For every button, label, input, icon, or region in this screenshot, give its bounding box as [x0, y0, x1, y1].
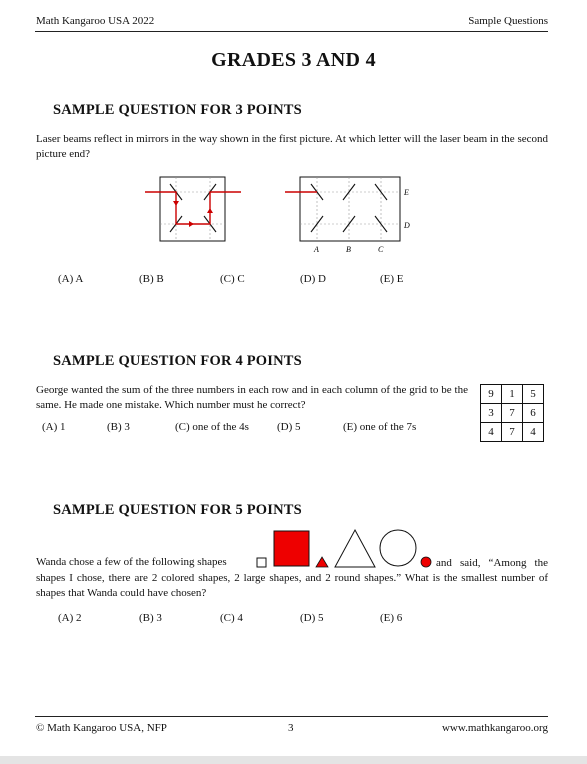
grid-row: [481, 385, 544, 404]
footer-left: © Math Kangaroo USA, NFP: [36, 722, 167, 734]
page-title: GRADES 3 AND 4: [211, 49, 376, 71]
q3-option-b: (B) B: [139, 273, 164, 285]
grid-cell: 1: [502, 385, 523, 404]
q5-option-e: (E) 6: [380, 612, 403, 624]
q4-option-a: (A) 1: [42, 421, 66, 433]
laser-question-figure: [285, 177, 410, 254]
q4-option-b: (B) 3: [107, 421, 130, 433]
laser-beam-path: [145, 192, 241, 224]
footer-rule: [35, 716, 548, 717]
q4-text: George wanted the sum of the three numbers in each row and in each column of the grid to be the same. He made one mistake. Which number must he correct?: [36, 384, 468, 411]
q4-heading: SAMPLE QUESTION FOR 4 POINTS: [53, 353, 302, 369]
grid-cell: 4: [523, 423, 544, 442]
grid-cell: 6: [523, 404, 544, 423]
grid-cell: 7: [502, 423, 523, 442]
laser-mirror-figures: [140, 172, 430, 258]
footer-page-number: 3: [288, 722, 294, 734]
footer-right[interactable]: www.mathkangaroo.org: [441, 722, 548, 734]
q4-option-c: (C) one of the 4s: [175, 421, 249, 433]
q3-option-c: (C) C: [220, 273, 245, 285]
figure-letter-a: A: [314, 245, 319, 254]
q3-option-e: (E) E: [380, 273, 404, 285]
q5-option-a: (A) 2: [58, 612, 82, 624]
laser-example-figure: [145, 177, 241, 241]
grid-cell: 9: [481, 385, 502, 404]
q5-text-after: and said, “Among the shapes I chose, there are 2 colored shapes, 2 large shapes, and 2 round shapes.” What is the smallest number of shapes that Wanda could have chosen?: [36, 557, 548, 599]
q4-option-e: (E) one of the 7s: [343, 421, 417, 433]
q5-option-b: (B) 3: [139, 612, 162, 624]
grid-row: [481, 423, 544, 442]
grid-cell: 5: [523, 385, 544, 404]
q5-option-c: (C) 4: [220, 612, 243, 624]
figure-letter-c: C: [378, 245, 384, 254]
grid-cell: 7: [502, 404, 523, 423]
figure-letter-e: E: [404, 188, 409, 197]
q5-heading: SAMPLE QUESTION FOR 5 POINTS: [53, 502, 302, 518]
q3-text: Laser beams reflect in mirrors in the way shown in the first picture. At which letter will the laser beam in the second picture end?: [36, 133, 548, 160]
q4-option-d: (D) 5: [277, 421, 301, 433]
grid-row: [481, 404, 544, 423]
q3-option-a: (A) A: [58, 273, 84, 285]
number-grid: [480, 384, 544, 442]
grid-cell: 4: [481, 423, 502, 442]
q5-text-before: Wanda chose a few of the following shapes: [36, 556, 227, 568]
figure-letter-d: D: [404, 221, 410, 230]
q3-heading: SAMPLE QUESTION FOR 3 POINTS: [53, 102, 302, 118]
q3-option-d: (D) D: [300, 273, 326, 285]
figure-letter-b: B: [346, 245, 351, 254]
grid-cell: 3: [481, 404, 502, 423]
viewer-bottom-bar: [0, 756, 587, 764]
header-left: Math Kangaroo USA 2022: [36, 15, 155, 27]
header-right: Sample Questions: [468, 15, 548, 27]
q5-option-d: (D) 5: [300, 612, 324, 624]
header-rule: [35, 31, 548, 32]
